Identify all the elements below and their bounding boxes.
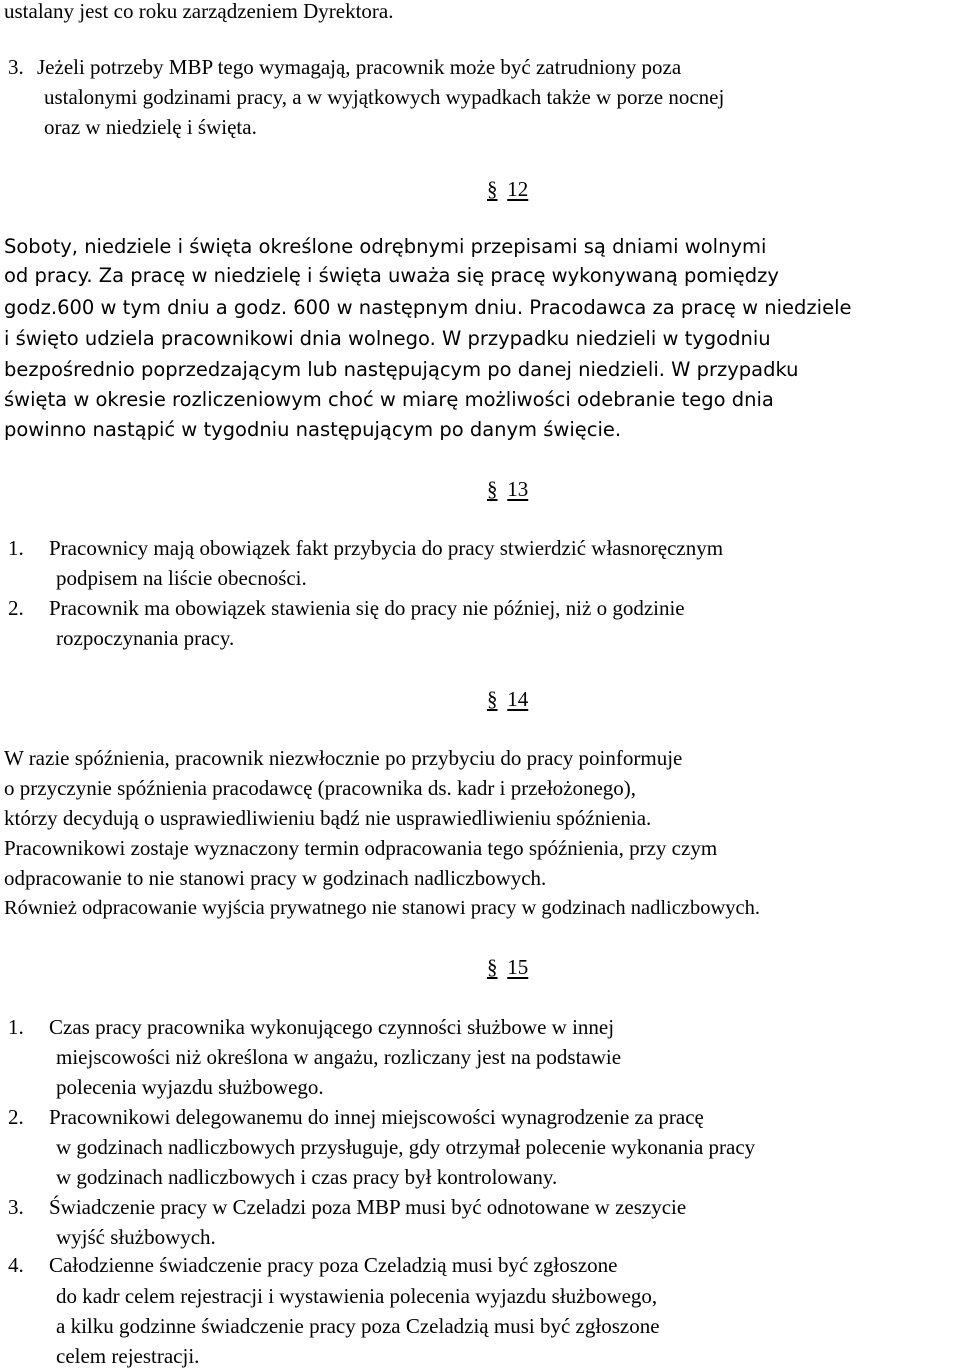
list-item-text: Pracownikowi delegowanemu do innej miejscowości wynagrodzenie za pracę (49, 1105, 704, 1129)
paragraph-line: o przyczynie spóźnienia pracodawcę (pracownika ds. kadr i przełożonego), (4, 776, 637, 800)
paragraph-line: powinno nastąpić w tygodniu następującym po danym święcie. (4, 418, 622, 441)
list-item-number: 3. (8, 1195, 24, 1219)
list-item-number: 1. (8, 536, 24, 560)
paragraph-line: święta w okresie rozliczeniowym choć w miarę możliwości odebranie tego dnia (4, 388, 774, 411)
paragraph-line: W razie spóźnienia, pracownik niezwłocznie po przybyciu do pracy poinformuje (4, 746, 683, 770)
list-item-text: oraz w niedzielę i święta. (44, 115, 257, 139)
section-number: 12 (507, 177, 529, 201)
section-number: 13 (507, 477, 529, 501)
list-item-number: 1. (8, 1015, 24, 1039)
section-number: 14 (507, 687, 529, 711)
list-item-text: Pracownik ma obowiązek stawienia się do pracy nie później, niż o godzinie (49, 596, 685, 620)
list-item-number: 4. (8, 1253, 24, 1277)
text-line: ustalany jest co roku zarządzeniem Dyrektora. (4, 0, 394, 23)
list-item-text: wyjść służbowych. (56, 1225, 216, 1249)
list-item-text: w godzinach nadliczbowych i czas pracy był kontrolowany. (56, 1165, 558, 1189)
paragraph-line: i święto udziela pracownikowi dnia wolnego. W przypadku niedzieli w tygodniu (4, 327, 771, 350)
paragraph-line: Również odpracowanie wyjścia prywatnego nie stanowi pracy w godzinach nadliczbowych. (4, 897, 760, 919)
list-item-text: w godzinach nadliczbowych przysługuje, gdy otrzymał polecenie wykonania pracy (56, 1135, 756, 1159)
list-item-text: rozpoczynania pracy. (56, 626, 235, 650)
list-item-text: Czas pracy pracownika wykonującego czynności służbowe w innej (49, 1015, 615, 1039)
paragraph-line: bezpośrednio poprzedzającym lub następującym po danej niedzieli. W przypadku (4, 358, 799, 381)
section-heading-12 (487, 174, 528, 204)
list-item-number: 3. (8, 55, 24, 79)
section-heading-13 (487, 474, 528, 504)
list-item-text: ustalonymi godzinami pracy, a w wyjątkowych wypadkach także w porze nocnej (44, 85, 725, 109)
paragraph-line: Soboty, niedziele i święta określone odrębnymi przepisami są dniami wolnymi (4, 235, 767, 258)
list-item-text: celem rejestracji. (56, 1344, 200, 1368)
list-item-text: Całodzienne świadczenie pracy poza Czeladzią musi być zgłoszone (49, 1253, 618, 1277)
list-item-text: podpisem na liście obecności. (56, 566, 307, 590)
list-item-text: Świadczenie pracy w Czeladzi poza MBP musi być odnotowane w zeszycie (49, 1195, 687, 1219)
paragraph-line: odpracowanie to nie stanowi pracy w godzinach nadliczbowych. (4, 866, 547, 890)
section-heading-15 (487, 952, 528, 982)
paragraph-sign: § (487, 687, 498, 711)
paragraph-line: którzy decydują o usprawiedliwieniu bądź nie usprawiedliwieniu spóźnienia. (4, 806, 652, 830)
list-item-text: Pracownicy mają obowiązek fakt przybycia do pracy stwierdzić własnoręcznym (49, 536, 724, 560)
list-item-text: a kilku godzinne świadczenie pracy poza Czeladzią musi być zgłoszone (56, 1314, 660, 1338)
paragraph-line: od pracy. Za pracę w niedzielę i święta uważa się pracę wykonywaną pomiędzy (4, 264, 779, 287)
paragraph-sign: § (487, 955, 498, 979)
list-item-text: polecenia wyjazdu służbowego. (56, 1075, 324, 1099)
section-heading-14 (487, 684, 528, 714)
list-item-number: 2. (8, 596, 24, 620)
paragraph-sign: § (487, 177, 498, 201)
list-item-text: do kadr celem rejestracji i wystawienia polecenia wyjazdu służbowego, (56, 1284, 658, 1308)
list-item-text: Jeżeli potrzeby MBP tego wymagają, pracownik może być zatrudniony poza (37, 55, 682, 79)
list-item-text: miejscowości niż określona w angażu, rozliczany jest na podstawie (56, 1045, 622, 1069)
list-item-number: 2. (8, 1105, 24, 1129)
paragraph-line: godz.600 w tym dniu a godz. 600 w następnym dniu. Pracodawca za pracę w niedziele (4, 296, 852, 319)
paragraph-sign: § (487, 477, 498, 501)
section-number: 15 (507, 955, 529, 979)
paragraph-line: Pracownikowi zostaje wyznaczony termin odpracowania tego spóźnienia, przy czym (4, 836, 718, 860)
